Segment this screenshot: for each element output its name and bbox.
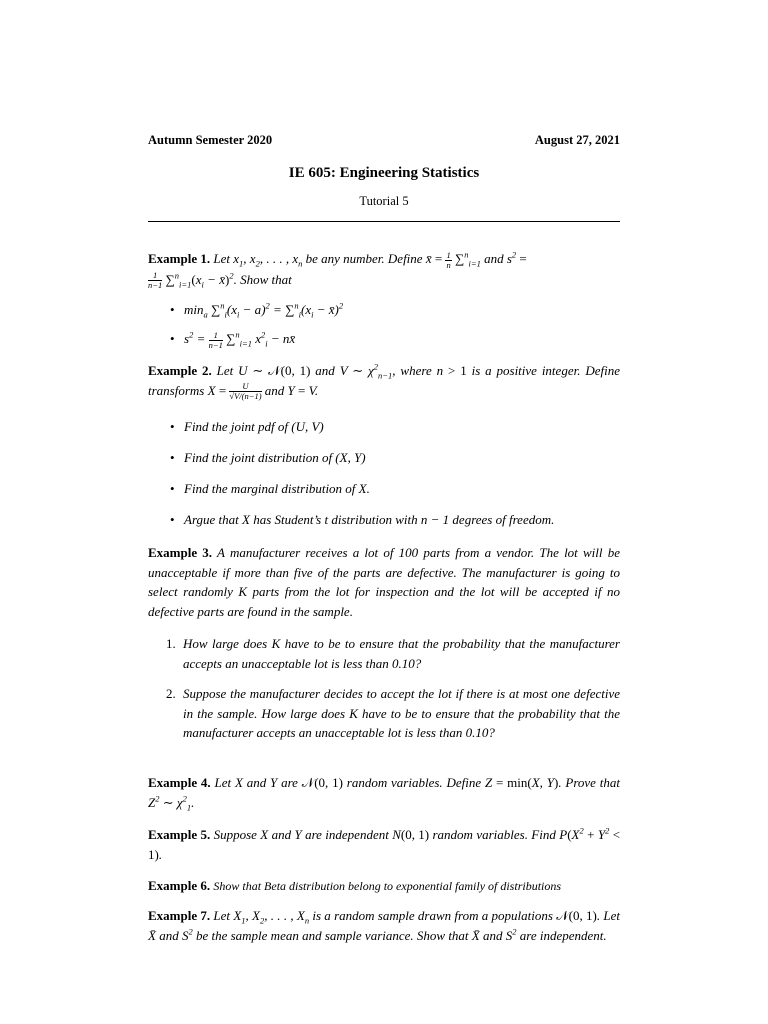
example-3-label: Example 3. bbox=[148, 545, 213, 560]
bullet-dot: • bbox=[170, 481, 175, 496]
bullet-dot: • bbox=[170, 512, 175, 527]
example-1-bullet-1: • $\min_a \sum^n_i(x_i - a)^2 = \sum^n_i(x_i$ − x̄)$^2$ bbox=[170, 300, 344, 320]
bullet-dot: • bbox=[170, 419, 175, 434]
example-2-bullet-1: • Find the joint pdf of (U, V) bbox=[170, 419, 324, 434]
example-1: Example 1. Let $x_1$, $x_2$, . . . , $x_n$ be any number. Define x̄ = $\frac{1}{n}$ ∑$^n_{i=1}$ and $s^2$ = $\frac{1}{n-1}$ $\sum^n_{i=1}(x_i$ − x̄)$^2$. Show that bbox=[148, 249, 527, 291]
example-3 bbox=[148, 543, 620, 621]
example-2: Example 2. Let U ∼ 𝒩(0, 1) and V ∼ $\chi^2_{n-1}$, where n > 1 is a positive integer. Define transforms X = $\frac{U}{√V/(n-1)}$ and Y = V. bbox=[148, 361, 620, 402]
example-1-bullet-2: • $s^2$ = $\frac{1}{n-1}$ ∑$^n_{i=1}$ $x^2_i$ − nx̄ bbox=[170, 329, 296, 350]
example-2-bullet-3: • Find the marginal distribution of X. bbox=[170, 481, 370, 496]
document-title: IE 605: Engineering Statistics bbox=[288, 165, 480, 181]
example-1-label: Example 1. bbox=[148, 251, 211, 266]
example-6 bbox=[148, 876, 620, 897]
bullet-dot: • bbox=[170, 450, 175, 465]
example-4-label: Example 4. bbox=[148, 775, 211, 790]
date-label: August 27, 2021 bbox=[534, 133, 620, 147]
example-6-label: Example 6. bbox=[148, 878, 211, 893]
semester-label: Autumn Semester 2020 bbox=[148, 133, 273, 147]
example-3-item-1: 1. How large does K have to be to ensure that the probability that the manufacturer accepts an unacceptable lot is less than 0.10? bbox=[166, 636, 620, 671]
example-3-text: A manufacturer receives a lot of 100 parts from a vendor. The lot will be unacceptable if more than five of the parts are defective. The manufacturer is going to select randomly K parts from the lot for inspection and the lot will be accepted if no defective parts are found in the sample. bbox=[148, 545, 620, 619]
example-3-item-2: 2. Suppose the manufacturer decides to accept the lot if there is at most one defective in the sample. How large does K have to be to ensure that the probability that the manufacturer accepts an unacceptable lot is less than 0.10? bbox=[166, 686, 620, 740]
header-divider bbox=[148, 221, 620, 222]
example-4: Example 4. Let X and Y are 𝒩(0, 1) random variables. Define Z = min(X, Y). Prove that $Z^2$ ∼ $\chi^2_1$. bbox=[148, 775, 620, 813]
example-2-bullet-2: • Find the joint distribution of (X, Y) bbox=[170, 450, 366, 465]
example-7: Example 7. Let $X_1$, $X_2$, . . . , $X_n$ is a random sample drawn from a populations 𝒩(0, 1). Let X̄ and $S^2$ be the sample mean and sample variance. Show that X̄ and $S^2$ are independent. bbox=[148, 908, 620, 943]
example-2-label: Example 2. bbox=[148, 363, 212, 378]
example-6-text: Show that Beta distribution belong to exponential family of distributions bbox=[213, 879, 562, 893]
example-5: Example 5. Suppose X and Y are independent N(0, 1) random variables. Find $P(X^2 + Y^2 < 1)$. bbox=[148, 825, 621, 862]
example-7-label: Example 7. bbox=[148, 908, 211, 923]
document-subtitle: Tutorial 5 bbox=[359, 194, 409, 208]
example-5-label: Example 5. bbox=[148, 827, 211, 842]
example-2-bullet-4: • Argue that X has Student’s t distribution with n − 1 degrees of freedom. bbox=[170, 512, 555, 527]
